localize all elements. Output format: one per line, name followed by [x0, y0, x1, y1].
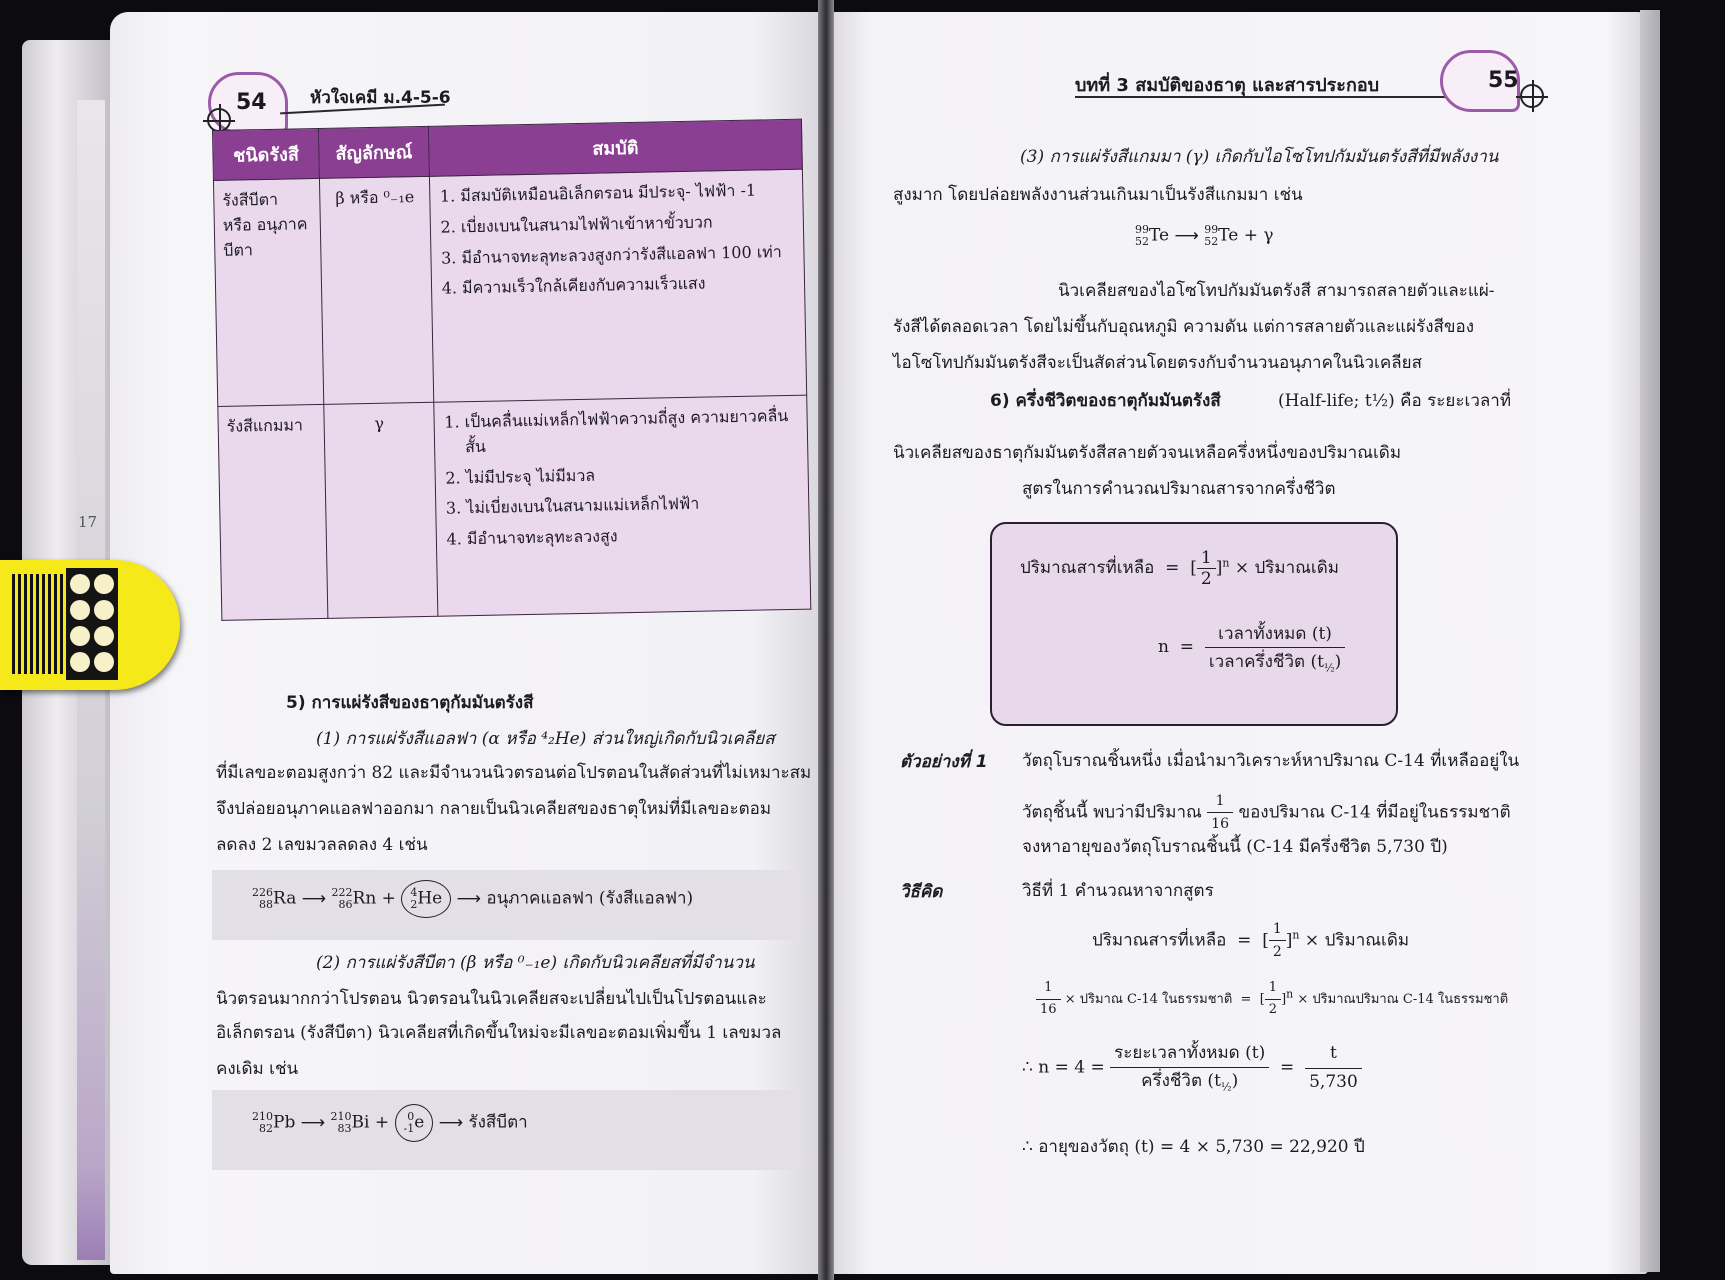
beta-particle-circle: 0 -1e [395, 1104, 434, 1142]
table-row [218, 395, 811, 620]
gamma-decay-equation: 99 52Te ⟶ 99 52Te + γ [1135, 223, 1274, 249]
table-header-type: ชนิดรังสี [213, 128, 320, 180]
table-header-properties: สมบัติ [428, 119, 802, 176]
beta-label: รังสีบีตา [468, 1112, 528, 1133]
reactant-symbol: Ra [273, 888, 297, 909]
radiation-symbol: γ [324, 402, 438, 618]
arrow-right-icon: ⟶ [456, 888, 481, 909]
crosshair-icon [207, 108, 231, 132]
body-line: คงเดิม เช่น [216, 1059, 299, 1079]
radiation-type: รังสีแกมมา [218, 404, 328, 620]
halflife-heading: 6) ครึ่งชีวิตของธาตุกัมมันตรังสี [990, 391, 1221, 411]
table-header-symbol: สัญลักษณ์ [318, 126, 429, 178]
body-line: ไอโซโทปกัมมันตรังสีจะเป็นสัดส่วนโดยตรงกับจำนวนอนุภาคในนิวเคลียส [893, 353, 1422, 373]
formula-intro: สูตรในการคำนวณปริมาณสารจากครึ่งชีวิต [1022, 479, 1336, 499]
radiation-symbol: β หรือ ⁰₋₁e [319, 176, 433, 404]
body-line: นิวเคลียสของธาตุกัมมันตรังสีสลายตัวจนเหลือครึ่งหนึ่งของปริมาณเดิม [893, 443, 1402, 463]
radiation-type: รังสีบีตา หรือ อนุภาคบีตา [213, 178, 323, 406]
section-heading: 5) การแผ่รังสีของธาตุกัมมันตรังสี [286, 693, 534, 713]
alpha-particle-circle: 4 2He [401, 880, 451, 918]
body-line: รังสีได้ตลอดเวลา โดยไม่ขึ้นกับอุณหภูมิ ความดัน แต่การสลายตัวและแผ่รังสีของ [893, 317, 1474, 337]
property-item: 3. มีอำนาจทะลุทะลวงสูงกว่ารังสีแอลฟา 100 เท่า [461, 239, 795, 270]
arrow-right-icon: ⟶ [301, 888, 327, 909]
page-number-left: 54 [236, 90, 267, 115]
page-number-right: 55 [1488, 68, 1519, 93]
running-title-left: หัวใจเคมี ม.4-5-6 [310, 88, 451, 108]
property-item: 2. เบี่ยงเบนในสนามไฟฟ้าเข้าหาขั้วบวก [461, 209, 795, 240]
example-line: จงหาอายุของวัตถุโบราณชิ้นนี้ (C-14 มีครึ่งชีวิต 5,730 ปี) [1022, 837, 1448, 857]
bookmark-clip [0, 560, 180, 690]
solution-line-1: ปริมาณสารที่เหลือ = [ $\frac{1}{2}$ ]$^n$ × ปริมาณเดิม [1092, 918, 1409, 964]
table-row [213, 169, 806, 406]
alpha-decay-equation: 226 88Ra ⟶ 222 86Rn + 4 2He ⟶ อนุภาคแอลฟา (รังสีแอลฟา) [252, 880, 693, 918]
solution-line-3: ∴ n = 4 = $\frac{\text{ระยะเวลาทั้งหมด (t)}}{ครึ่งชีวิต (t_{\frac{1}{2}})}$ = $\frac{t}{5,730}$ [1022, 1040, 1362, 1096]
body-line: นิวเคลียสของไอโซโทปกัมมันตรังสี สามารถสลายตัวและแผ่- [1058, 281, 1495, 301]
example-line: วัตถุชิ้นนี้ พบว่ามีปริมาณ $\frac{1}{16}$ ของปริมาณ C-14 ที่มีอยู่ในธรรมชาติ [1022, 790, 1511, 836]
body-line: (1) การแผ่รังสีแอลฟา (α หรือ ⁴₂He) ส่วนใหญ่เกิดกับนิวเคลียส [316, 729, 775, 749]
arrow-right-icon: ⟶ [1174, 225, 1199, 246]
formula-line-1: ปริมาณสารที่เหลือ = [ $\frac{1}{2}$ ]$^n$ × ปริมาณเดิม [1020, 548, 1339, 589]
radiation-properties [434, 395, 811, 616]
running-title-right: บทที่ 3 สมบัติของธาตุ และสารประกอบ [1075, 75, 1380, 96]
body-line: นิวตรอนมากกว่าโปรตอน นิวตรอนในนิวเคลียสจะเปลี่ยนไปเป็นโปรตอนและ [216, 989, 767, 1009]
crosshair-icon [1520, 84, 1544, 108]
property-item: 1. เป็นคลื่นแม่เหล็กไฟฟ้าความถี่สูง ความยาวคลื่นสั้น [464, 404, 799, 460]
property-item: 2. ไม่มีประจุ ไม่มีมวล [465, 459, 799, 490]
body-line: (2) การแผ่รังสีบีตา (β หรือ ⁰₋₁e) เกิดกับนิวเคลียสที่มีจำนวน [316, 953, 755, 973]
method-title: วิธีที่ 1 คำนวณหาจากสูตร [1022, 881, 1214, 901]
margin-number: 17 [78, 513, 98, 531]
body-line: สูงมาก โดยปล่อยพลังงานส่วนเกินมาเป็นรังสีแกมมา เช่น [893, 185, 1303, 205]
example-label: ตัวอย่างที่ 1 [900, 752, 988, 772]
property-item: 4. มีอำนาจทะลุทะลวงสูง [467, 521, 801, 552]
body-line: จึงปล่อยอนุภาคแอลฟาออกมา กลายเป็นนิวเคลียสของธาตุใหม่ที่มีเลขอะตอม [216, 799, 772, 819]
radiation-properties [429, 169, 806, 402]
property-item: 1. มีสมบัติเหมือนอิเล็กตรอน มีประจุ- ไฟฟ้า -1 [460, 178, 794, 209]
solution-line-4: ∴ อายุของวัตถุ (t) = 4 × 5,730 = 22,920 ปี [1022, 1137, 1365, 1157]
body-line: (3) การแผ่รังสีแกมมา (γ) เกิดกับไอโซโทปกัมมันตรังสีที่มีพลังงาน [1020, 147, 1499, 167]
body-line: ลดลง 2 เลขมวลลดลง 4 เช่น [216, 835, 428, 855]
formula-line-2: n = $\frac{\text{เวลาทั้งหมด (t)}}{เวลาครึ่งชีวิต (t_{\frac{1}{2}})}$ [1158, 620, 1345, 675]
example-line: วัตถุโบราณชิ้นหนึ่ง เมื่อนำมาวิเคราะห์หาปริมาณ C-14 ที่เหลืออยู่ใน [1022, 751, 1520, 771]
bookmark-dots [66, 568, 118, 680]
property-item: 3. ไม่เบี่ยงเบนในสนามแม่เหล็กไฟฟ้า [466, 490, 800, 521]
radiation-properties-table [212, 119, 811, 621]
halflife-definition: (Half-life; t½) คือ ระยะเวลาที่ [1278, 391, 1512, 411]
property-item: 4. มีความเร็วใกล้เคียงกับความเร็วแสง [462, 270, 796, 301]
arrow-right-icon: ⟶ [300, 1112, 326, 1133]
method-label: วิธีคิด [900, 882, 943, 902]
beta-decay-equation: 210 82Pb ⟶ 210 83Bi + 0 -1e ⟶ รังสีบีตา [252, 1104, 528, 1142]
solution-line-2: $\frac{1}{16}$ × ปริมาณ C-14 ในธรรมชาติ = [ $\frac{1}{2}$ ]$^n$ × ปริมาณปริมาณ C-14 ในธรรมชาติ [1036, 978, 1508, 1021]
right-page-edge [1640, 10, 1660, 1272]
arrow-right-icon: ⟶ [438, 1112, 464, 1133]
alpha-label: อนุภาคแอลฟา (รังสีแอลฟา) [486, 888, 694, 909]
book-spine [818, 0, 834, 1280]
body-line: ที่มีเลขอะตอมสูงกว่า 82 และมีจำนวนนิวตรอนต่อโปรตอนในสัดส่วนที่ไม่เหมาะสม [216, 763, 812, 783]
body-line: อิเล็กตรอน (รังสีบีตา) นิวเคลียสที่เกิดขึ้นใหม่จะมีเลขอะตอมเพิ่มขึ้น 1 เลขมวล [216, 1023, 782, 1043]
bookmark-stripes [12, 574, 64, 674]
